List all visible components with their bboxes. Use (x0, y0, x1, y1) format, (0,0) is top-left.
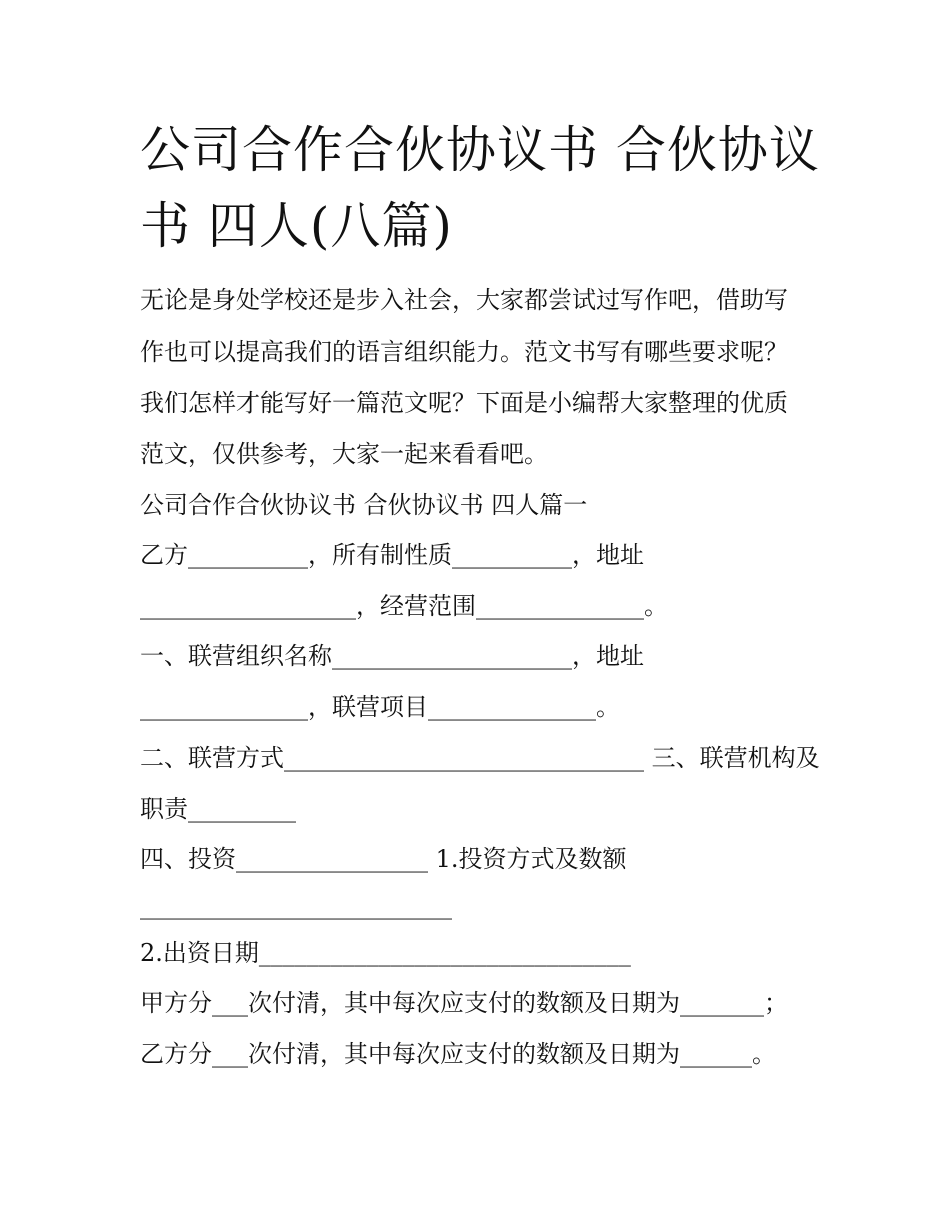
body-line: 甲方分___次付清，其中每次应支付的数额及日期为_______； (140, 989, 788, 1017)
intro-line: 范文，仅供参考，大家一起来看看吧。 (140, 440, 548, 468)
body-line: 2.出资日期_______________________________ (140, 939, 631, 967)
intro-line: 我们怎样才能写好一篇范文呢？下面是小编帮大家整理的优质 (140, 389, 788, 417)
body-line: 四、投资________________ 1.投资方式及数额 (140, 845, 627, 873)
body-line: 乙方分___次付清，其中每次应支付的数额及日期为______。 (140, 1040, 776, 1068)
body-line: __________________________ (140, 892, 452, 920)
section-heading: 公司合作合伙协议书 合伙协议书 四人篇一 (140, 491, 588, 519)
body-line: 乙方__________，所有制性质__________，地址 (140, 541, 644, 569)
body-line: 职责_________ (140, 795, 296, 823)
intro-line: 无论是身处学校还是步入社会，大家都尝试过写作吧，借助写 (140, 286, 788, 314)
intro-line: 作也可以提高我们的语言组织能力。范文书写有哪些要求呢？ (140, 338, 788, 366)
body-line: 二、联营方式______________________________ 三、联营机构及 (140, 744, 820, 772)
document-title: 公司合作合伙协议书 合伙协议书 四人(八篇) (140, 121, 820, 255)
body-line: 一、联营组织名称____________________，地址 (140, 642, 644, 670)
body-line: ______________，联营项目______________。 (140, 693, 620, 721)
body-line: __________________，经营范围______________。 (140, 592, 668, 620)
